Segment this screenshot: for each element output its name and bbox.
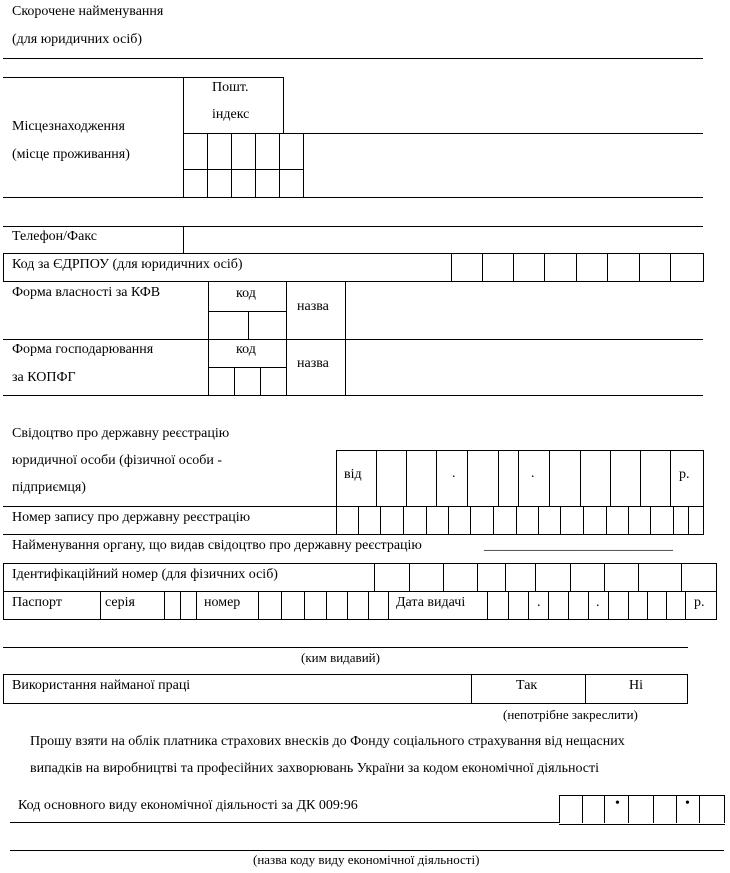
passport-date-cell-border [716,591,717,620]
activity-code-cell-border [653,796,654,823]
management-name-label: назва [297,356,329,371]
registration-record-label: Номер запису про державну реєстрацію [12,510,251,525]
edrpou-cell[interactable] [544,253,577,282]
record-cell-border [650,506,651,535]
date-cell-border [580,450,581,507]
postal-index-cell[interactable] [255,169,280,198]
passport-date-cell-border [608,591,609,620]
passport-series-cell[interactable] [164,591,165,620]
passport-label: Паспорт [12,595,62,610]
certificate-year-label: р. [679,467,690,482]
management-code-cell-divider[interactable] [234,367,235,396]
request-text: Прошу взяти на облік платника страхових внесків до Фонду соціального страхування від нещасних [30,734,625,749]
record-cell-border [380,506,381,535]
record-cell-border [560,506,561,535]
divider [208,367,286,368]
record-cell-border [516,506,517,535]
certificate-label-2: юридичної особи (фізичної особи - [12,453,223,468]
request-text-2: випадків на виробництві та професійних захворювань України за кодом економічної діяльності [30,761,600,776]
date-separator: . [531,466,535,481]
postal-index-cell[interactable] [231,169,256,198]
activity-code-dot: • [615,796,620,811]
hired-labor-yes-option[interactable]: Так [516,678,538,693]
address-input-line[interactable] [283,133,703,134]
record-cell-border [448,506,449,535]
activity-code-dot: • [685,796,690,811]
issuing-authority-input[interactable]: ___________________________ [484,538,673,553]
record-cell-border [493,506,494,535]
date-cell-border [467,450,468,507]
management-name-input[interactable] [3,395,703,396]
tax-id-cell-border [443,563,444,592]
passport-date-cell-border [568,591,569,620]
divider [208,281,209,339]
postal-index-cell[interactable] [207,169,232,198]
location-label: Місцезнаходження [12,119,125,134]
tax-id-cell-border [535,563,536,592]
edrpou-cell[interactable] [670,253,704,282]
edrpou-cell[interactable] [513,253,545,282]
postal-index-grid[interactable] [183,133,305,198]
hired-labor-note: (непотрібне закреслити) [503,707,638,722]
divider [336,450,337,507]
divider [3,226,703,227]
ownership-name-label: назва [297,299,329,314]
divider [183,226,184,254]
postal-index-cell[interactable] [255,133,280,170]
activity-code-grid[interactable] [559,795,725,825]
passport-number-cell-border [304,591,305,620]
short-name-label: Скорочене найменування [12,4,164,19]
passport-date-cell-border [548,591,549,620]
activity-code-cell-border [699,796,700,823]
divider [3,563,4,620]
passport-series-cell[interactable] [180,591,181,620]
tax-id-cell-border [570,563,571,592]
divider [286,339,287,396]
passport-series-label: серія [105,595,135,610]
postal-index-cell[interactable] [279,169,304,198]
postal-index-label: Пошт. [212,80,249,95]
divider [3,77,184,78]
passport-number-cell-border [368,591,369,620]
short-name-sublabel: (для юридичних осіб) [12,32,143,47]
activity-code-cell-border [559,796,560,823]
passport-number-grid[interactable] [258,591,389,620]
passport-number-label: номер [204,595,241,610]
ownership-name-input[interactable] [3,339,703,340]
date-cell-border [518,450,519,507]
divider [703,450,704,507]
tax-id-cell-border [374,563,375,592]
passport-date-cell-border [685,591,686,620]
issuing-authority-label: Найменування органу, що видав свідоцтво про державну реєстрацію [12,538,422,553]
record-cell-border [688,506,689,535]
activity-name-caption: (назва коду виду економічної діяльності) [253,852,480,867]
date-cell-border [549,450,550,507]
ownership-label: Форма власності за КФВ [12,285,161,300]
postal-index-cell[interactable] [279,133,304,170]
edrpou-code-grid[interactable] [451,253,704,282]
management-code-cell-divider[interactable] [260,367,261,396]
passport-date-cell-border [528,591,529,620]
phone-label: Телефон/Факс [12,229,97,244]
edrpou-cell[interactable] [451,253,483,282]
short-name-input-line[interactable] [3,58,703,59]
registration-record-grid[interactable] [336,506,704,535]
activity-code-cell-border [724,796,725,823]
passport-number-cell-border [258,591,259,620]
edrpou-cell[interactable] [607,253,640,282]
divider [208,311,286,312]
tax-id-cell-border [604,563,605,592]
ownership-code-cell-divider[interactable] [248,311,249,339]
date-cell-border [376,450,377,507]
record-cell-border [606,506,607,535]
activity-code-label: Код основного виду економічної діяльності за ДК 009:96 [18,798,358,813]
record-cell-border [628,506,629,535]
record-cell-border [426,506,427,535]
edrpou-cell[interactable] [482,253,514,282]
record-cell-border [470,506,471,535]
location-sublabel: (місце проживання) [12,147,130,162]
activity-code-cell-border [628,796,629,823]
issued-by-caption: (ким видавий) [301,650,380,665]
record-cell-border [538,506,539,535]
passport-issue-date-label: Дата видачі [396,595,466,610]
record-cell-border [703,506,704,535]
record-cell-border [358,506,359,535]
activity-name-input-line[interactable] [10,850,724,851]
tax-id-cell-border [505,563,506,592]
tax-id-cell-border [716,563,717,592]
tax-id-cell-border [638,563,639,592]
postal-index-cell[interactable] [183,133,208,170]
date-cell-border [498,450,499,507]
divider [196,591,197,620]
date-separator: . [452,466,456,481]
postal-index-cell[interactable] [207,133,232,170]
date-separator: . [596,595,600,610]
passport-date-cell-border [666,591,667,620]
management-label: Форма господарювання [12,342,154,357]
certificate-date-grid[interactable] [376,450,670,507]
certificate-label-3: підприємця) [12,480,86,495]
divider [3,619,716,620]
divider [585,674,586,704]
divider [345,339,346,396]
record-cell-border [403,506,404,535]
record-cell-border [336,506,337,535]
passport-number-cell-border [347,591,348,620]
date-cell-border [670,450,671,507]
activity-code-cell-border [676,796,677,823]
record-cell-border [583,506,584,535]
date-separator: . [537,595,541,610]
postal-index-cell[interactable] [183,169,208,198]
passport-number-cell-border [326,591,327,620]
hired-labor-no-option[interactable]: Ні [629,678,643,693]
divider [3,253,4,282]
postal-index-label-2: індекс [212,107,250,122]
divider [100,591,101,620]
tax-id-cell-border [681,563,682,592]
divider [345,281,346,339]
tax-id-cell-border [477,563,478,592]
edrpou-cell[interactable] [576,253,608,282]
date-cell-border [610,450,611,507]
passport-date-cell-border [588,591,589,620]
management-sublabel: за КОПФГ [12,370,76,385]
activity-code-cell-border [604,796,605,823]
divider [286,281,287,339]
tax-id-label: Ідентифікаційний номер (для фізичних осіб) [12,567,278,582]
passport-date-cell-border [647,591,648,620]
date-cell-border [436,450,437,507]
tax-id-cell-border [409,563,410,592]
passport-number-cell-border [388,591,389,620]
hired-labor-label: Використання найманої праці [12,678,191,693]
date-cell-border [640,450,641,507]
record-cell-border [673,506,674,535]
certificate-label: Свідоцтво про державну реєстрацію [12,426,230,441]
edrpou-cell[interactable] [639,253,671,282]
postal-index-cell[interactable] [231,133,256,170]
management-code-label: код [236,342,256,357]
ownership-code-label: код [236,286,256,301]
passport-year-label: р. [694,595,705,610]
passport-date-cell-border [508,591,509,620]
certificate-from-label: від [344,467,362,482]
passport-date-cell-border [487,591,488,620]
tax-id-grid[interactable] [374,563,717,592]
divider [471,674,472,704]
divider [10,822,559,823]
divider [3,197,703,198]
passport-number-cell-border [281,591,282,620]
passport-date-cell-border [628,591,629,620]
date-cell-border [406,450,407,507]
passport-date-grid[interactable] [487,591,717,620]
issued-by-input-line[interactable] [3,647,688,648]
activity-code-cell-border [582,796,583,823]
edrpou-label: Код за ЄДРПОУ (для юридичних осіб) [12,257,243,272]
